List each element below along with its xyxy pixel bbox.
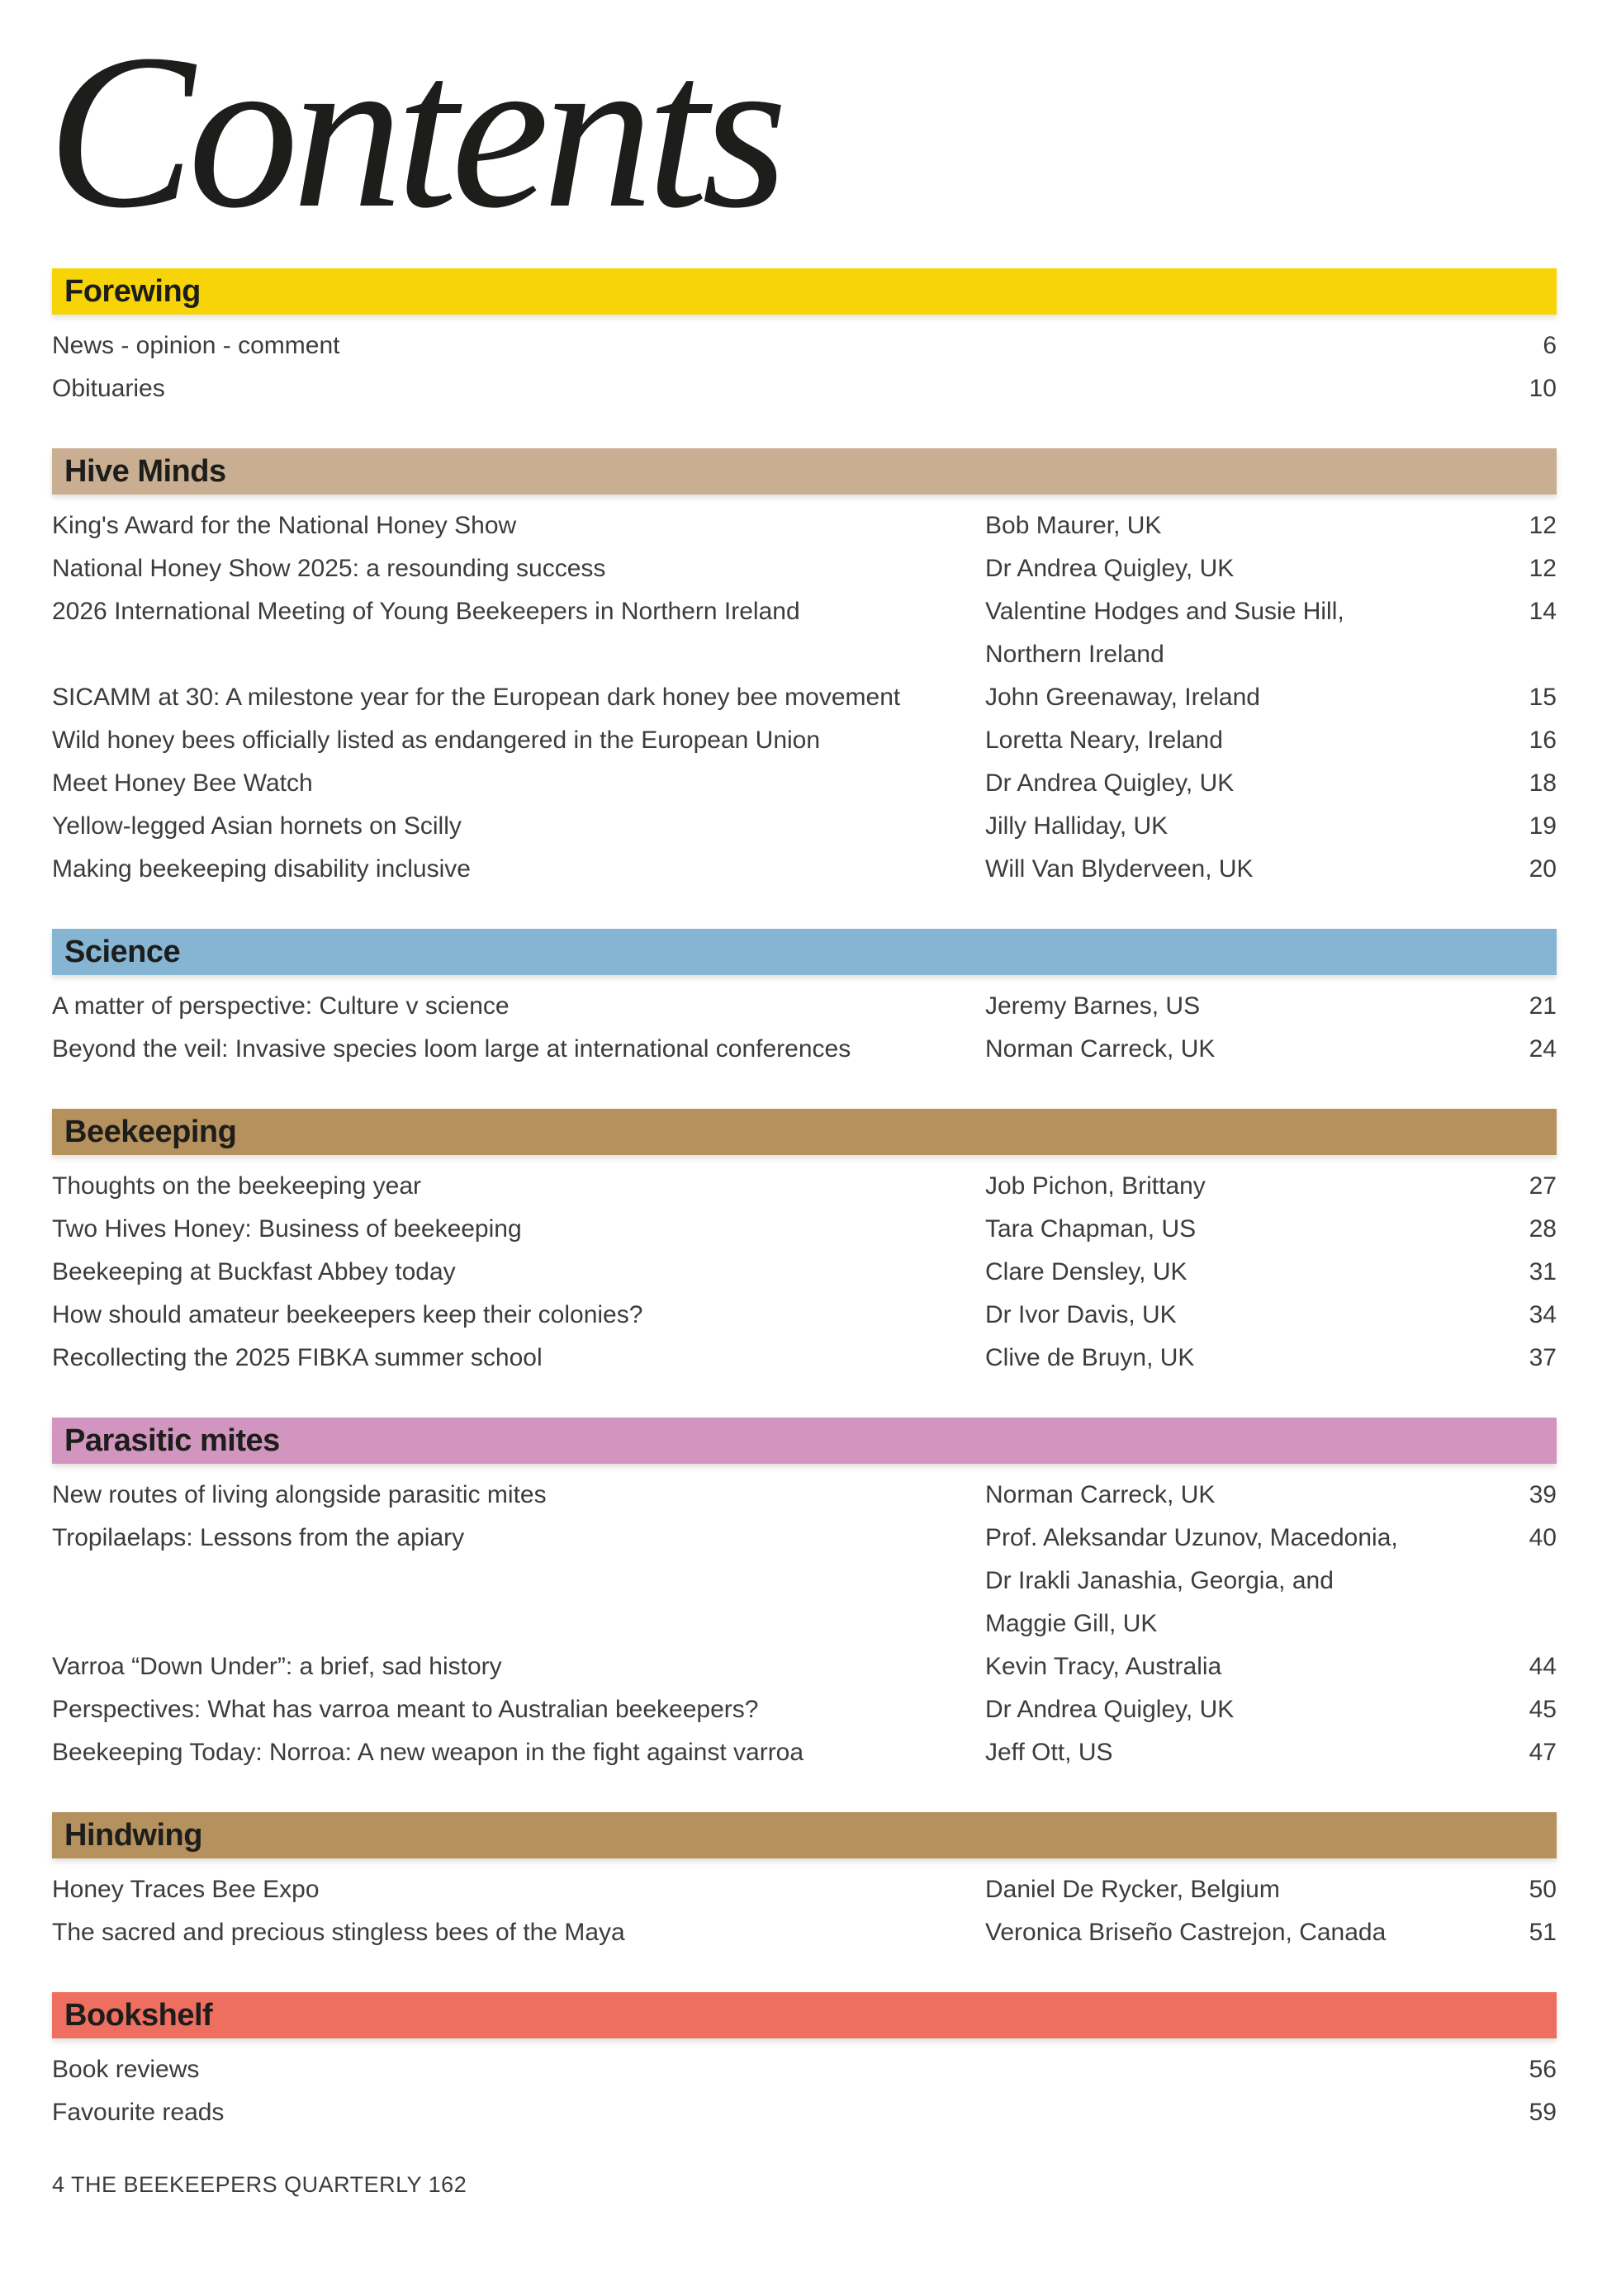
- entry-author-line: Norman Carreck, UK: [985, 1035, 1216, 1063]
- section-entries: [52, 315, 1557, 410]
- section-entries: [52, 1155, 1557, 1380]
- entry-page-number: 12: [1529, 512, 1557, 540]
- entry-author-line: Jilly Halliday, UK: [985, 812, 1169, 840]
- toc-entry: [52, 985, 1557, 1028]
- toc-entry: [52, 2048, 1557, 2091]
- entry-author-line: Loretta Neary, Ireland: [985, 727, 1223, 755]
- toc-entry: [52, 1731, 1557, 1774]
- entry-author-line: Dr Andrea Quigley, UK: [985, 769, 1235, 798]
- section-entries: [52, 1858, 1557, 1954]
- entry-title: Meet Honey Bee Watch: [52, 769, 313, 798]
- section-entries: [52, 975, 1557, 1071]
- entry-author-line: Prof. Aleksandar Uzunov, Macedonia,: [985, 1524, 1398, 1552]
- entry-title: Beekeeping at Buckfast Abbey today: [52, 1258, 456, 1286]
- toc-entry: [52, 1688, 1557, 1731]
- entry-author: [985, 1868, 1492, 1911]
- entry-author: [985, 1517, 1492, 1645]
- entry-title: Book reviews: [52, 2056, 200, 2084]
- section-header-hindwing: [52, 1812, 1557, 1858]
- entry-page-number: 50: [1529, 1876, 1557, 1904]
- toc-entry: [52, 1294, 1557, 1337]
- entry-author-line: Job Pichon, Brittany: [985, 1172, 1206, 1200]
- toc-entry: [52, 1165, 1557, 1208]
- section-beekeeping: [52, 1109, 1557, 1380]
- entry-author: [985, 1337, 1492, 1380]
- entry-author: [985, 985, 1492, 1028]
- section-label: Hive Minds: [64, 453, 226, 489]
- section-label: Science: [64, 934, 181, 969]
- entry-author-line: Kevin Tracy, Australia: [985, 1653, 1222, 1681]
- page-title: Contents: [47, 8, 781, 253]
- entry-author-line: Veronica Briseño Castrejon, Canada: [985, 1919, 1387, 1947]
- section-label: Bookshelf: [64, 1997, 213, 2033]
- toc-entry: [52, 1517, 1557, 1645]
- toc-entry: [52, 590, 1557, 676]
- section-label: Parasitic mites: [64, 1423, 280, 1458]
- entry-title: Perspectives: What has varroa meant to Australian beekeepers?: [52, 1696, 759, 1724]
- entry-page-number: 51: [1529, 1919, 1557, 1947]
- entry-author: [985, 1645, 1492, 1688]
- section-label: Hindwing: [64, 1817, 202, 1853]
- entry-author: [985, 1294, 1492, 1337]
- entry-author: [985, 1208, 1492, 1251]
- entry-page-number: 40: [1529, 1524, 1557, 1552]
- toc-entry: [52, 324, 1557, 367]
- entry-author: [985, 1688, 1492, 1731]
- entry-author-line: Tara Chapman, US: [985, 1215, 1197, 1243]
- section-hindwing: [52, 1812, 1557, 1954]
- toc-entry: [52, 1208, 1557, 1251]
- toc-entry: [52, 1474, 1557, 1517]
- entry-page-number: 21: [1529, 992, 1557, 1020]
- toc-entry: [52, 1911, 1557, 1954]
- page-footer: 4 THE BEEKEEPERS QUARTERLY 162: [52, 2172, 467, 2198]
- entry-author-line: Dr Andrea Quigley, UK: [985, 1696, 1235, 1724]
- section-bookshelf: [52, 1992, 1557, 2134]
- entry-page-number: 6: [1543, 332, 1557, 360]
- entry-page-number: 28: [1529, 1215, 1557, 1243]
- entry-author: [985, 805, 1492, 848]
- section-hive-minds: [52, 448, 1557, 891]
- entry-page-number: 31: [1529, 1258, 1557, 1286]
- entry-author: [985, 504, 1492, 547]
- entry-page-number: 47: [1529, 1739, 1557, 1767]
- entry-author-line: Clare Densley, UK: [985, 1258, 1187, 1286]
- entry-author: [985, 762, 1492, 805]
- entry-title: King's Award for the National Honey Show: [52, 512, 517, 540]
- toc-entry: [52, 2091, 1557, 2134]
- entry-page-number: 56: [1529, 2056, 1557, 2084]
- section-entries: [52, 2038, 1557, 2134]
- entry-author: [985, 719, 1492, 762]
- section-header-hive-minds: [52, 448, 1557, 495]
- entry-author-line: Daniel De Rycker, Belgium: [985, 1876, 1280, 1904]
- entry-page-number: 24: [1529, 1035, 1557, 1063]
- entry-page-number: 10: [1529, 375, 1557, 403]
- entry-page-number: 39: [1529, 1481, 1557, 1509]
- toc-entry: [52, 719, 1557, 762]
- toc-entry: [52, 1028, 1557, 1071]
- entry-author: [985, 1165, 1492, 1208]
- entry-author: [985, 1251, 1492, 1294]
- entry-title: Favourite reads: [52, 2099, 225, 2127]
- section-label: Forewing: [64, 273, 201, 309]
- entry-title: How should amateur beekeepers keep their colonies?: [52, 1301, 643, 1329]
- entry-author: [985, 590, 1492, 676]
- entry-author-line: John Greenaway, Ireland: [985, 684, 1260, 712]
- toc-entry: [52, 547, 1557, 590]
- entry-title: Beekeeping Today: Norroa: A new weapon in the fight against varroa: [52, 1739, 804, 1767]
- section-entries: [52, 495, 1557, 891]
- entry-author: [985, 1911, 1492, 1954]
- entry-title: Wild honey bees officially listed as endangered in the European Union: [52, 727, 821, 755]
- entry-title: SICAMM at 30: A milestone year for the European dark honey bee movement: [52, 684, 901, 712]
- entry-author-line: Valentine Hodges and Susie Hill,: [985, 598, 1344, 626]
- section-label: Beekeeping: [64, 1114, 237, 1149]
- entry-title: Making beekeeping disability inclusive: [52, 855, 471, 883]
- entry-title: Two Hives Honey: Business of beekeeping: [52, 1215, 522, 1243]
- entry-page-number: 34: [1529, 1301, 1557, 1329]
- entry-author: [985, 547, 1492, 590]
- entry-page-number: 15: [1529, 684, 1557, 712]
- entry-title: Obituaries: [52, 375, 165, 403]
- entry-title: New routes of living alongside parasitic mites: [52, 1481, 547, 1509]
- entry-page-number: 16: [1529, 727, 1557, 755]
- entry-page-number: 19: [1529, 812, 1557, 840]
- entry-page-number: 12: [1529, 555, 1557, 583]
- entry-author-line: Norman Carreck, UK: [985, 1481, 1216, 1509]
- section-header-forewing: [52, 268, 1557, 315]
- toc-sections: [52, 268, 1557, 2134]
- entry-title: Recollecting the 2025 FIBKA summer school: [52, 1344, 543, 1372]
- entry-author-line: Clive de Bruyn, UK: [985, 1344, 1195, 1372]
- entry-title: 2026 International Meeting of Young Beekeepers in Northern Ireland: [52, 598, 800, 626]
- entry-author: [985, 1028, 1492, 1071]
- entry-author: [985, 1474, 1492, 1517]
- entry-title: The sacred and precious stingless bees of the Maya: [52, 1919, 625, 1947]
- section-header-beekeeping: [52, 1109, 1557, 1155]
- section-forewing: [52, 268, 1557, 410]
- toc-entry: [52, 848, 1557, 891]
- toc-entry: [52, 1645, 1557, 1688]
- entry-title: A matter of perspective: Culture v science: [52, 992, 510, 1020]
- toc-entry: [52, 676, 1557, 719]
- entry-author-line: Jeremy Barnes, US: [985, 992, 1201, 1020]
- section-header-bookshelf: [52, 1992, 1557, 2038]
- entry-author-line: Bob Maurer, UK: [985, 512, 1162, 540]
- entry-page-number: 18: [1529, 769, 1557, 798]
- entry-author-line: Dr Ivor Davis, UK: [985, 1301, 1177, 1329]
- entry-author: [985, 676, 1492, 719]
- entry-page-number: 37: [1529, 1344, 1557, 1372]
- entry-page-number: 27: [1529, 1172, 1557, 1200]
- entry-title: Varroa “Down Under”: a brief, sad history: [52, 1653, 502, 1681]
- toc-entry: [52, 1868, 1557, 1911]
- entry-page-number: 14: [1529, 598, 1557, 626]
- entry-author: [985, 1731, 1492, 1774]
- toc-entry: [52, 762, 1557, 805]
- toc-entry: [52, 1251, 1557, 1294]
- entry-author-line: Jeff Ott, US: [985, 1739, 1113, 1767]
- section-header-science: [52, 929, 1557, 975]
- entry-title: Honey Traces Bee Expo: [52, 1876, 320, 1904]
- entry-title: National Honey Show 2025: a resounding success: [52, 555, 606, 583]
- entry-page-number: 59: [1529, 2099, 1557, 2127]
- entry-title: Beyond the veil: Invasive species loom large at international conferences: [52, 1035, 851, 1063]
- entry-author: [985, 848, 1492, 891]
- entry-author-line: Will Van Blyderveen, UK: [985, 855, 1254, 883]
- toc-entry: [52, 367, 1557, 410]
- section-parasitic-mites: [52, 1418, 1557, 1774]
- section-header-parasitic-mites: [52, 1418, 1557, 1464]
- entry-author-line: Dr Andrea Quigley, UK: [985, 555, 1235, 583]
- section-science: [52, 929, 1557, 1071]
- entry-title: Yellow-legged Asian hornets on Scilly: [52, 812, 462, 840]
- entry-author-line: Dr Irakli Janashia, Georgia, and: [985, 1567, 1334, 1595]
- entry-title: Thoughts on the beekeeping year: [52, 1172, 421, 1200]
- entry-page-number: 45: [1529, 1696, 1557, 1724]
- entry-title: News - opinion - comment: [52, 332, 340, 360]
- toc-entry: [52, 805, 1557, 848]
- entry-page-number: 44: [1529, 1653, 1557, 1681]
- toc-entry: [52, 1337, 1557, 1380]
- section-entries: [52, 1464, 1557, 1774]
- toc-entry: [52, 504, 1557, 547]
- entry-page-number: 20: [1529, 855, 1557, 883]
- entry-author-line: Northern Ireland: [985, 641, 1164, 669]
- entry-author-line: Maggie Gill, UK: [985, 1610, 1158, 1638]
- entry-title: Tropilaelaps: Lessons from the apiary: [52, 1524, 465, 1552]
